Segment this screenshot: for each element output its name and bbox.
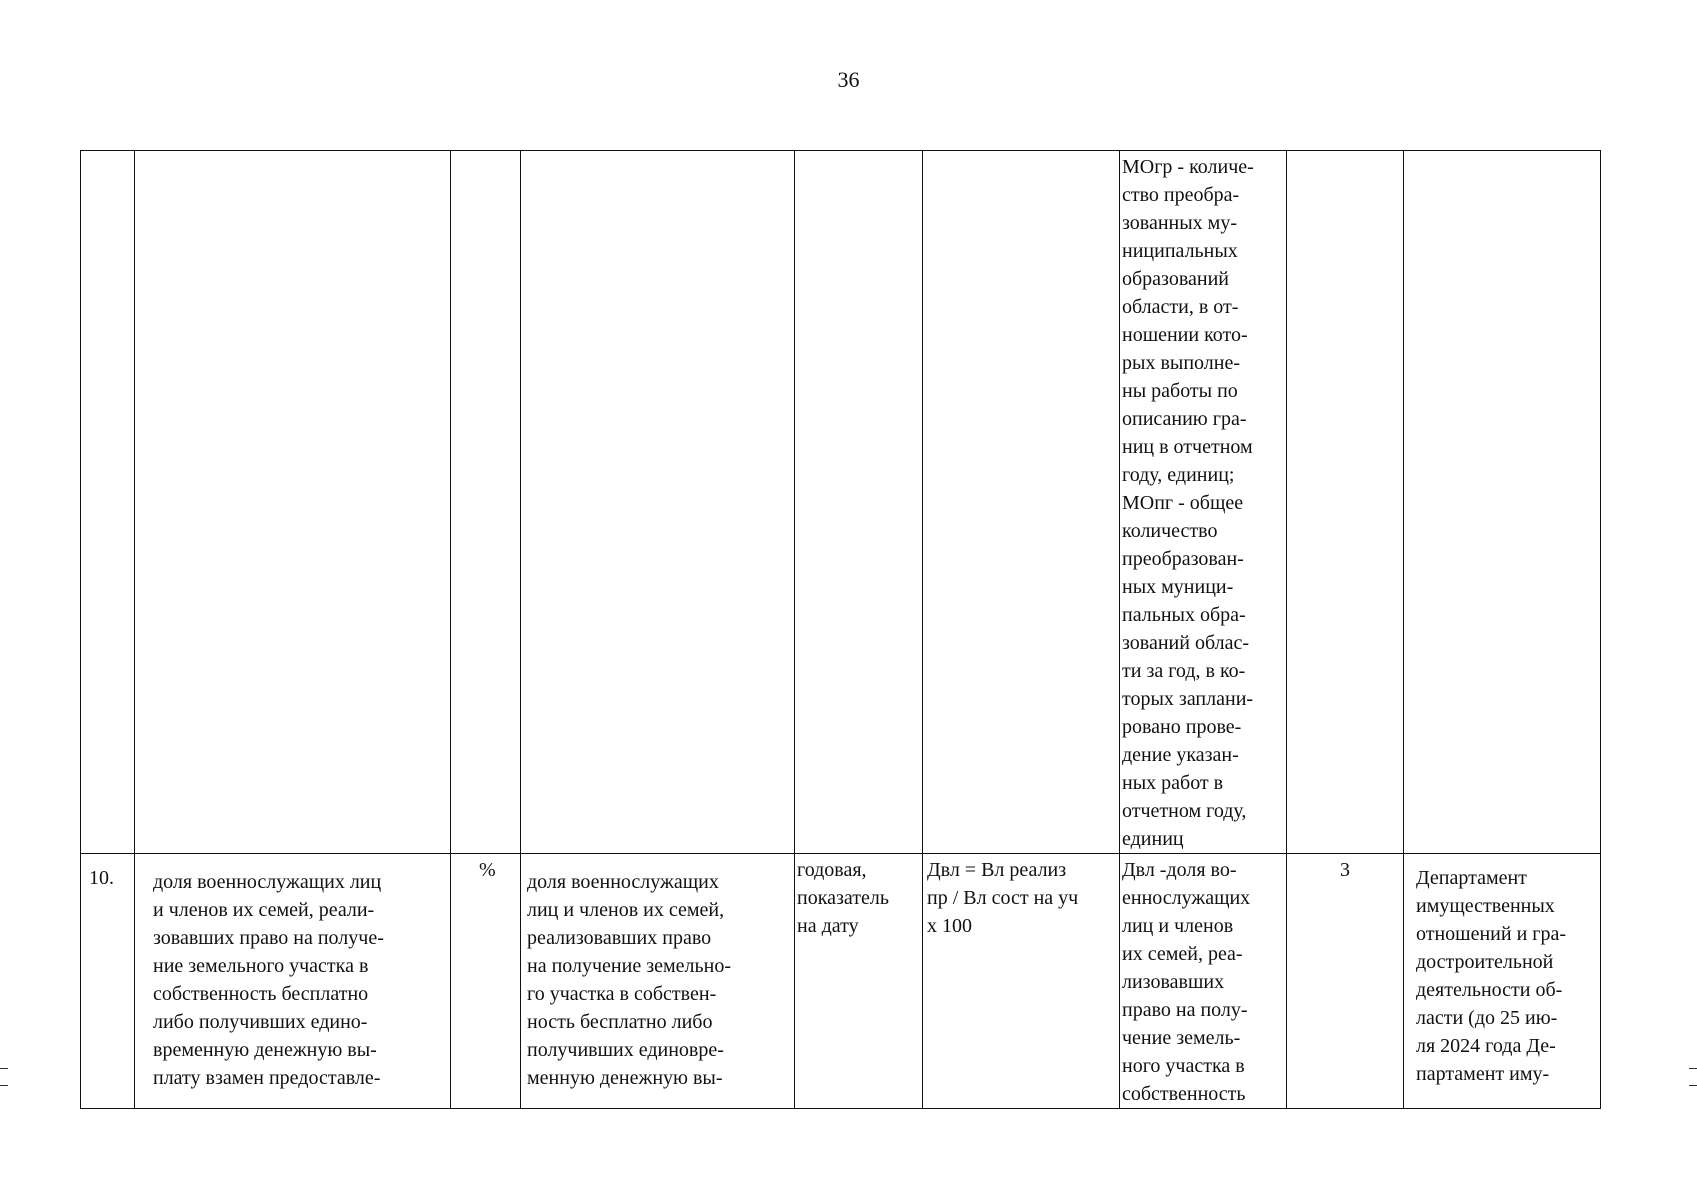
cell-unit: %: [451, 854, 521, 1109]
indicator-table: [80, 150, 1601, 1109]
table-row: [81, 151, 1601, 854]
page-number: 36: [837, 67, 860, 92]
cell-formula: [923, 151, 1120, 854]
cell-indicator-name: [135, 151, 451, 854]
cell-responsible: [1404, 151, 1601, 854]
cell-responsible: Департамент имущественных отношений и гра- достроительной деятельности об- ласти (до 25 ию- ля 2024 года Де- партамент иму-: [1404, 854, 1601, 1109]
cell-periodicity: годовая, показатель на дату: [795, 854, 923, 1109]
cell-indicator-name: доля военнослужащих лиц и членов их семей, реали- зовавших право на получе- ние земельного участка в собственность бесплатно либо получивших едино- временную денежную вы- плату взамен предоставле-: [135, 854, 451, 1109]
cell-method: 3: [1287, 854, 1404, 1109]
cell-number: [81, 151, 135, 854]
cell-method: [1287, 151, 1404, 854]
cell-number: 10.: [81, 854, 135, 1109]
cell-formula: Двл = Вл реализ пр / Вл сост на уч х 100: [923, 854, 1120, 1109]
cell-periodicity: [795, 151, 923, 854]
cell-unit: [451, 151, 521, 854]
binding-mark-right: [1689, 1068, 1697, 1086]
table-row: [81, 854, 1601, 1109]
binding-mark-left: [0, 1068, 8, 1086]
cell-definition: доля военнослужащих лиц и членов их семей, реализовавших право на получение земельно- го участка в собствен- ность бесплатно либо получивших единовре- менную денежную вы-: [521, 854, 795, 1109]
cell-definition: [521, 151, 795, 854]
cell-formula-description: Двл -доля во- еннослужащих лиц и членов их семей, реа- лизовавших право на полу- чение земель- ного участка в собственность: [1120, 854, 1287, 1109]
cell-formula-description: МОгр - количе- ство преобра- зованных му- ниципальных образований области, в от- ношении кото- рых выполне- ны работы по описанию гра- ниц в отчетном году, единиц; МОпг - общее количество преобразован- ных муници- пальных обра- зований облас- ти за год, в ко- торых заплани- ровано прове- дение указан- ных работ в отчетном году, единиц: [1120, 151, 1287, 854]
